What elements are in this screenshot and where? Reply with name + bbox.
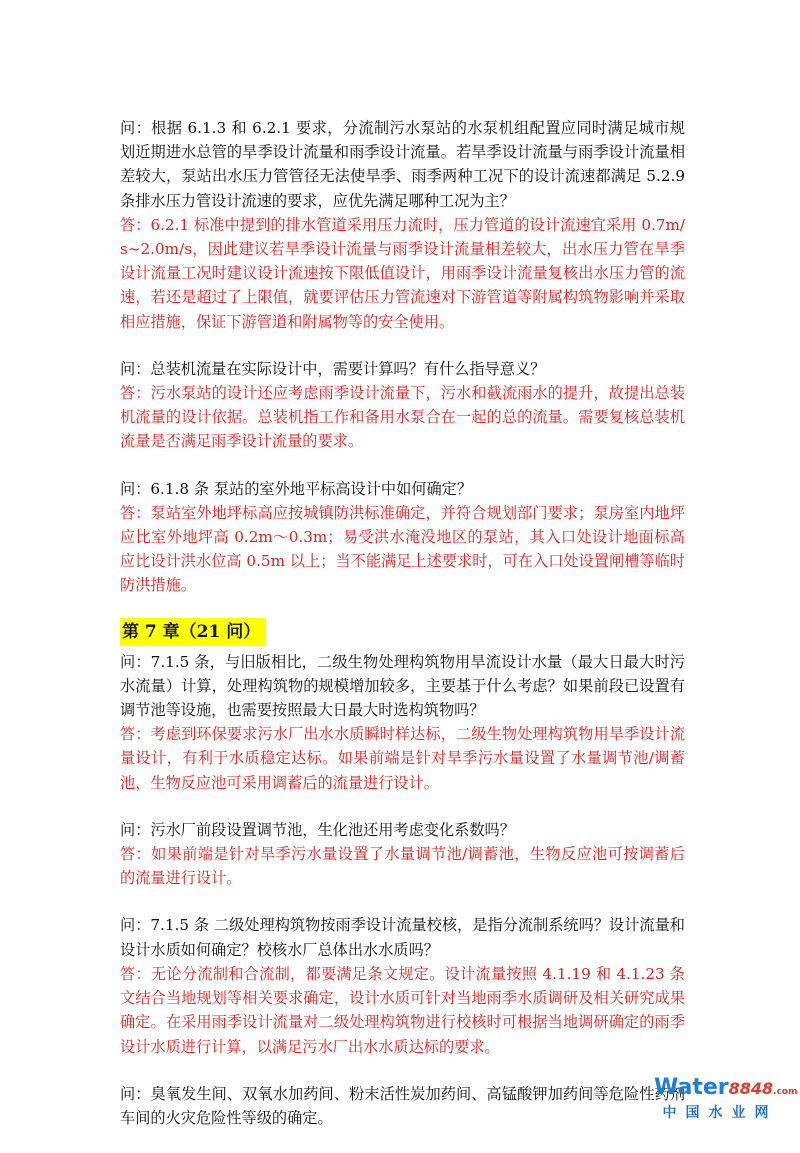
answer-text: 答：无论分流制和合流制，都要满足条文规定。设计流量按照 4.1.19 和 4.1.23 条文结合当地规划等相关要求确定，设计水质可针对当地雨季水质调研及相关研究成果确定。在采用雨季设计流量对二级处理构筑物进行校核时可根据当地调研确定的雨季设计水质进行计算，以满足污水厂出水水质达标的要求。: [120, 964, 685, 1056]
qa-item: [120, 477, 685, 598]
question-text: 问：污水厂前段设置调节池，生化池还用考虑变化系数吗？: [120, 820, 515, 839]
logo-word: Water: [654, 1075, 729, 1100]
answer-text: 答：6.2.1 标准中提到的排水管道采用压力流时，压力管道的设计流速宜采用 0.7m/s~2.0m/s，因此建议若旱季设计流量与雨季设计流量相差较大，出水压力管在旱季设计流量工况时建议设计流速按下限低值设计，用雨季设计流量复核出水压力管的流速，若还是超过了上限值，就要评估压力管流速对下游管道等附属构筑物影响并采取相应措施，保证下游管道和附属物等的安全使用。: [120, 215, 685, 331]
question-text: 问：7.1.5 条，与旧版相比，二级生物处理构筑物用旱流设计水量（最大日最大时污水流量）计算，处理构筑物的规模增加较多，主要基于什么考虑？如果前段已设置有调节池等设施，也需要按照最大日最大时选构筑物吗？: [120, 652, 685, 720]
logo-wordmark: [654, 1075, 798, 1104]
qa-item: [120, 1082, 685, 1130]
question-text: 问：6.1.8 条 泵站的室外地平标高设计中如何确定？: [120, 479, 473, 498]
answer-text: 答：污水泵站的设计还应考虑雨季设计流量下，污水和截流雨水的提升，故提出总装机流量的设计依据。总装机指工作和备用水泵合在一起的总的流量。需要复核总装机流量是否满足雨季设计流量的要求。: [120, 384, 685, 451]
question-text: 问：总装机流量在实际设计中，需要计算吗？有什么指导意义？: [120, 359, 546, 378]
question-text: 问：臭氧发生间、双氧水加药间、粉末活性炭加药间、高锰酸钾加药间等危险性药剂车间的火灾危险性等级的确定。: [120, 1084, 685, 1127]
answer-text: 答：考虑到环保要求污水厂出水水质瞬时样达标，二级生物处理构筑物用旱季设计流量设计，有利于水质稳定达标。如果前端是针对旱季污水量设置了水量调节池/调蓄池，生物反应池可采用调蓄后的流量进行设计。: [120, 725, 685, 792]
chapter-heading: 第 7 章（21 问）: [120, 618, 266, 646]
logo-suffix: .com: [773, 1087, 798, 1097]
logo-subtitle: 中国水业网: [662, 1105, 778, 1121]
question-text: 问：根据 6.1.3 和 6.2.1 要求，分流制污水泵站的水泵机组配置应同时满足城市规划近期进水总管的旱季设计流量和雨季设计流量。若旱季设计流量与雨季设计流量相差较大，泵站出水压力管管径无法使旱季、雨季两种工况下的设计流速都满足 5.2.9 条排水压力管设计流速的要求，应优先满足哪种工况为主？: [120, 119, 685, 210]
water8848-logo: [654, 1075, 798, 1121]
qa-item: [120, 818, 685, 891]
answer-text: 答：泵站室外地坪标高应按城镇防洪标准确定，并符合规划部门要求；泵房室内地坪应比室外地坪高 0.2m～0.3m；易受洪水淹没地区的泵站，其入口处设计地面标高应比设计洪水位高 0.5m 以上；当不能满足上述要求时，可在入口处设置闸槽等临时防洪措施。: [120, 503, 685, 595]
chapter-heading-wrap: [120, 616, 685, 650]
question-text: 问：7.1.5 条 二级处理构筑物按雨季设计流量校核，是指分流制系统吗？设计流量和设计水质如何确定？校核水厂总体出水水质吗？: [120, 916, 685, 959]
qa-item: [120, 357, 685, 454]
qa-item: [120, 116, 685, 334]
qa-item: [120, 650, 685, 795]
answer-text: 答：如果前端是针对旱季污水量设置了水量调节池/调蓄池，生物反应池可按调蓄后的流量进行设计。: [120, 845, 685, 888]
logo-number: 8848: [728, 1079, 774, 1098]
document-body: [120, 116, 685, 1153]
qa-item: [120, 913, 685, 1058]
